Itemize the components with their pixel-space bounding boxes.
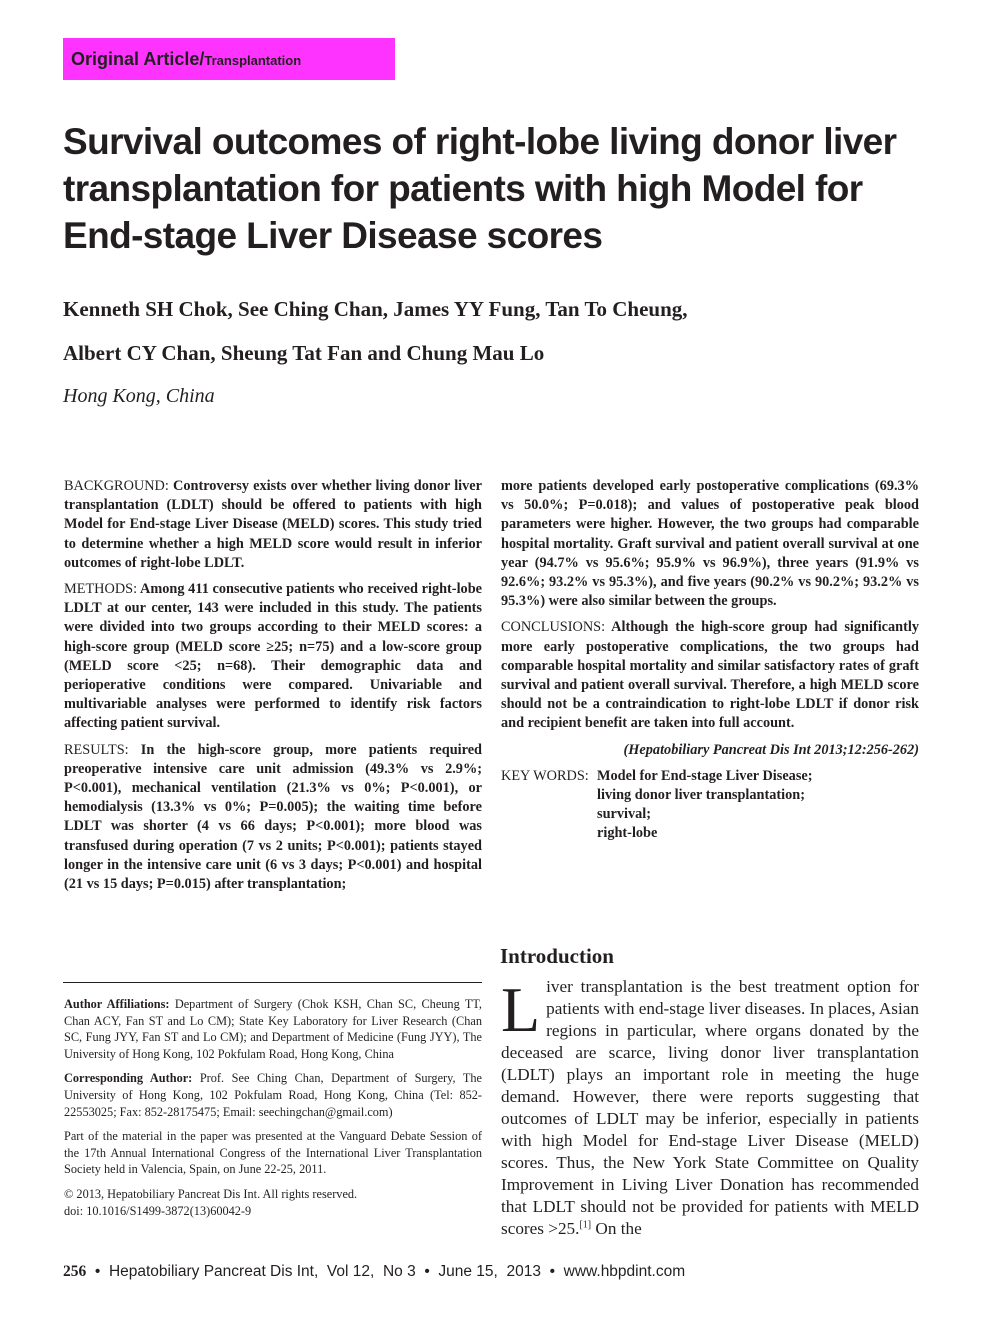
section-tag: Original Article/Transplantation (63, 38, 395, 80)
abstract-results: RESULTS: In the high-score group, more patients required preoperative intensive care unit admission (49.3% vs 2.9%; P<0.001), mechanical ventilation (21.3% vs 0%; P<0.001), or hemodialysis (13.3% vs 0%; P=0.005); the waiting time before LDLT was shorter (4 vs 66 days; P<0.001); more blood was transfused during operation (7 vs 2 units; P<0.001); patients stayed longer in the intensive care unit (6 vs 3 days; P<0.001) and hospital (21 vs 15 days; P=0.015) after transplantation; (64, 741, 483, 893)
authors-line-2: Albert CY Chan, Sheung Tat Fan and Chung Mau Lo (63, 341, 545, 365)
methods-label: METHODS: (64, 581, 138, 598)
article-title: Survival outcomes of right-lobe living donor liver transplantation for patients with high Model for End-stage Liver Disease scores (63, 121, 897, 256)
footnote-divider (63, 982, 482, 983)
page-footer: 256 • Hepatobiliary Pancreat Dis Int, Vol 12, No 3 • June 15, 2013 • www.hbpdint.com (63, 1263, 686, 1280)
abstract-conclusions: CONCLUSIONS: Although the high-score group had significantly more early postoperative complications, the two groups had comparable hospital mortality and similar satisfactory rates of graft survival and patient overall survival. Therefore, a high MELD score should not be a contraindication to right-lobe LDLT if donor risk and recipient benefit are taken into full account. (501, 619, 919, 732)
keywords-block (501, 767, 919, 844)
author-affiliations: Author Affiliations: Department of Surgery (Chok KSH, Chan SC, Cheung TT, Chan ACY, Fan ST and Lo CM); State Key Laboratory for Liver Research (Chan SC, Fung JYY, Fan ST and Lo CM); and Department of Medicine (Fung JYY), The University of Hong Kong, 102 Pokfulam Road, Hong Kong, China (64, 997, 482, 1061)
journal-url[interactable]: www.hbpdint.com (563, 1263, 686, 1280)
conclusions-label: CONCLUSIONS: (501, 619, 606, 636)
volume: Vol 12, (326, 1263, 375, 1280)
keywords-label: KEY WORDS: (501, 767, 589, 784)
abstract-methods: METHODS: Among 411 consecutive patients who received right-lobe LDLT at our center, 143 were included in this study. The patients were divided into two groups according to their MELD scores: a high-score group (MELD score ≥25; n=75) and a low-score group (MELD score <25; n=68). Their demographic data and perioperative conditions were compared. Univariable and multivariable analyses were performed to identify risk factors affecting patient survival. (64, 581, 482, 732)
keyword-item: Model for End-stage Liver Disease; (597, 767, 813, 784)
abstract-results-continued: more patients developed early postoperative complications (69.3% vs 50.0%; P=0.018); and values of postoperative peak blood parameters were higher. However, the two groups had comparable hospital mortality. Graft survival and patient overall survival at one year (94.7% vs 95.6%; 95.9% vs 96.9%), three years (91.9% vs 92.6%; 93.2% vs 95.3%), and five years (90.2% vs 90.2%; 93.2% vs 95.3%) were also similar between the groups. (501, 478, 919, 610)
journal-citation: (Hepatobiliary Pancreat Dis Int 2013;12:256-262) (623, 741, 919, 758)
abstract-left-column (64, 477, 482, 901)
corresponding-author: Corresponding Author: Prof. See Ching Chan, Department of Surgery, The University of Hong Kong, 102 Pokfulam Road, Hong Kong, China (Tel: 852-22553025; Fax: 852-28175475; Email: seechingchan@gmail.com) (64, 1071, 482, 1119)
page-number: 256 (63, 1263, 87, 1280)
subsection-label: Transplantation (204, 53, 302, 68)
copyright-doi: © 2013, Hepatobiliary Pancreat Dis Int. All rights reserved. doi: 10.1016/S1499-3872(13)60042-9 (64, 1186, 358, 1218)
reference-link[interactable]: [1] (579, 1219, 592, 1231)
presentation-note: Part of the material in the paper was presented at the Vanguard Debate Session of the 17th Annual International Congress of the International Liver Transplantation Society held in Valencia, Spain, on June 22-25, 2011. (64, 1129, 482, 1177)
keyword-item: survival; (597, 806, 652, 823)
abstract-right-column (501, 477, 919, 844)
keyword-item: living donor liver transplantation; (597, 787, 805, 804)
drop-cap: L (501, 974, 541, 1045)
authors-line-1: Kenneth SH Chok, See Ching Chan, James YY Fung, Tan To Cheung, (63, 297, 688, 321)
keywords-list (597, 767, 813, 844)
results-label: RESULTS: (64, 741, 129, 758)
author-location: Hong Kong, China (63, 385, 215, 407)
issue-year: 2013 (506, 1263, 541, 1280)
journal-name: Hepatobiliary Pancreat Dis Int, (108, 1263, 319, 1280)
abstract-background: BACKGROUND: Controversy exists over whether living donor liver transplantation (LDLT) should be offered to patients with high Model for End-stage Liver Disease (MELD) scores. This study tried to determine whether a high MELD score would result in inferior outcomes of right-lobe LDLT. (64, 478, 482, 571)
footnotes (64, 996, 482, 1227)
background-label: BACKGROUND: (64, 478, 169, 494)
section-label: Original Article (71, 49, 200, 69)
introduction-text: Liver transplantation is the best treatment option for patients with end-stage liver diseases. In places, Asian regions in particular, where organs donated by the deceased are scarce, living donor liver transplantation (LDLT) plays an important role in meeting the huge demand. However, there were reports suggesting that outcomes of LDLT may be inferior, especially in patients with high Model for End-stage Liver Disease (MELD) scores. Thus, the New York State Committee on Quality Improvement in Living Liver Donation has recommended that LDLT should not be provided for patients with MELD scores >25.[1] On the (501, 974, 919, 1238)
issue-date: June 15, (438, 1263, 498, 1280)
introduction-heading: Introduction (500, 944, 614, 968)
issue: No 3 (382, 1263, 416, 1280)
keyword-item: right-lobe (597, 825, 658, 842)
